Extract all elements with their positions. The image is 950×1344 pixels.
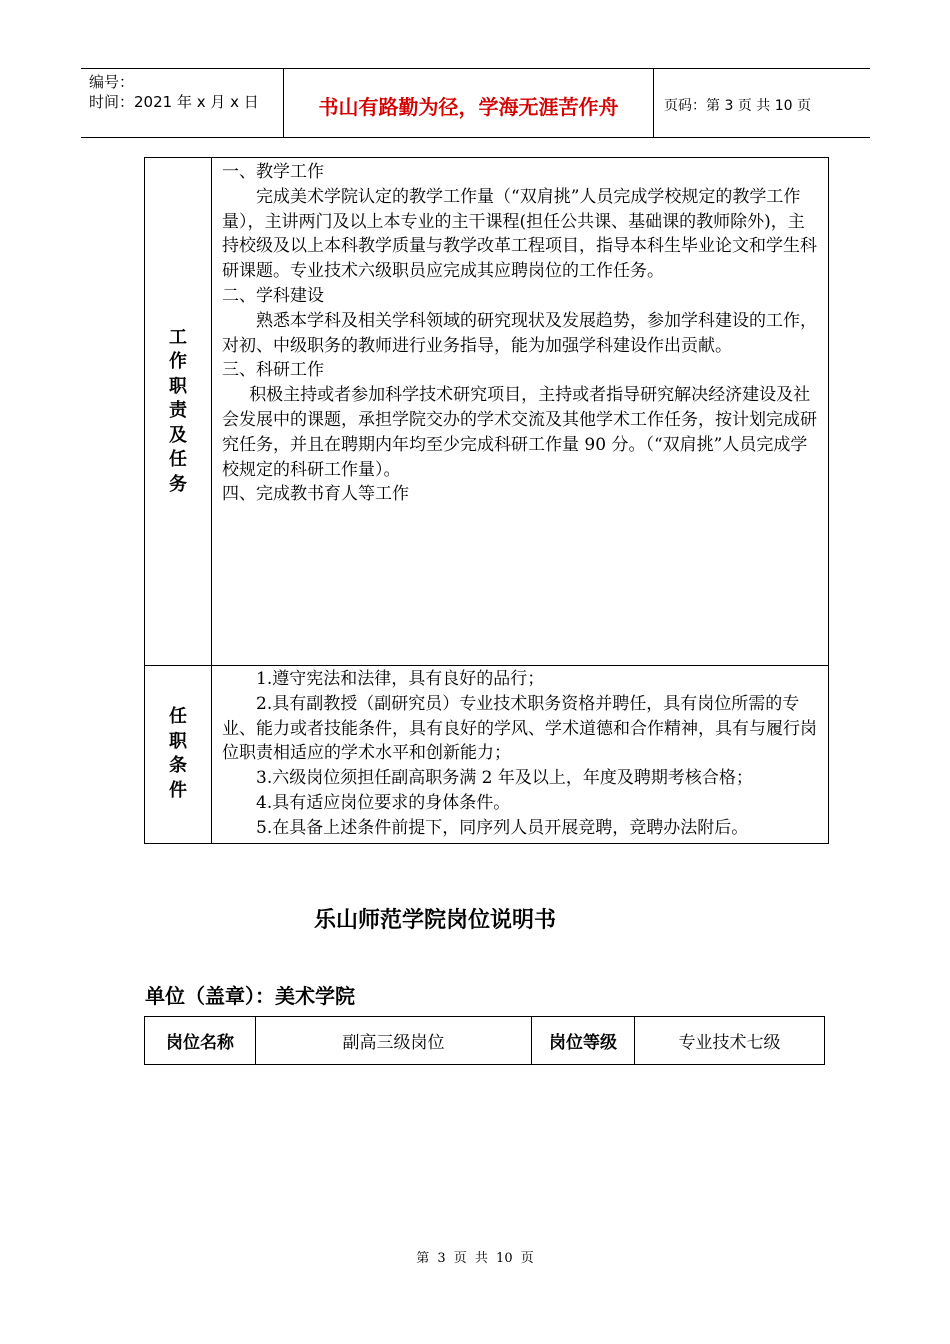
label-char: 条 [169,755,187,777]
post-info-row [145,1017,825,1065]
post-grade-value: 专业技术七级 [635,1017,825,1065]
page-footer: 第 3 页 共 10 页 [416,1251,534,1266]
post-grade-label: 岗位等级 [532,1017,635,1065]
qualifications-row [145,666,829,844]
document-title: 乐山师范学院岗位说明书 [313,908,556,933]
label-char: 任 [169,449,187,471]
label-char: 作 [169,351,187,373]
section-heading: 二、学科建设 [222,285,324,306]
label-char: 务 [169,473,187,495]
label-char: 职 [169,375,187,397]
section-paragraph: 积极主持或者参加科学技术研究项目，主持或者指导研究解决经济建设及社会发展中的课题，承担学院交办的学术交流及其他学术工作任务，按计划完成研究任务，并且在聘期内年均至少完成科研工作量 90 分。（“双肩挑”人员完成学校规定的科研工作量）。 [222,385,817,480]
qualification-item: 3.六级岗位须担任副高职务满 2 年及以上，年度及聘期考核合格； [256,768,753,789]
document-number-label: 编号： [89,73,135,91]
page-header [81,68,870,138]
qualification-item: 5.在具备上述条件前提下，同序列人员开展竞聘，竞聘办法附后。 [256,817,749,838]
label-char: 及 [169,424,187,446]
section-heading: 三、科研工作 [222,360,324,381]
qualifications-label-cell [145,666,212,844]
label-char: 件 [169,779,187,801]
duties-content [212,158,829,666]
qualifications-content [212,666,829,844]
label-char: 任 [169,706,187,728]
duties-label [169,326,187,498]
section-heading: 四、完成教书育人等工作 [222,484,409,505]
qualification-item: 1.遵守宪法和法律，具有良好的品行； [256,669,545,689]
section-heading: 一、教学工作 [222,162,324,182]
label-char: 职 [169,730,187,752]
header-motto: 书山有路勤为径，学海无涯苦作舟 [283,69,654,137]
duties-label-cell [145,158,212,666]
label-char: 工 [169,326,187,348]
document-date: 时间：2021 年 x 月 x 日 [89,93,259,111]
label-char: 责 [169,400,187,422]
section-paragraph: 完成美术学院认定的教学工作量（“双肩挑”人员完成学校规定的教学工作量），主讲两门及以上本专业的主干课程(担任公共课、基础课的教师除外)，主持校级及以上本科教学质量与教学改革工程项目，指导本科生毕业论文和学生科研课题。专业技术六级职员应完成其应聘岗位的工作任务。 [222,186,817,282]
header-meta [81,69,283,137]
qualification-item: 2.具有副教授（副研究员）专业技术职务资格并聘任，具有岗位所需的专业、能力或者技能条件，具有良好的学风、学术道德和合作精神，具有与履行岗位职责相适应的学术水平和创新能力； [222,693,817,764]
qualifications-label [169,705,187,803]
header-page-info: 页码：第 3 页 共 10 页 [664,98,811,114]
duties-row [145,158,829,666]
post-info-table [144,1016,825,1065]
section-paragraph: 熟悉本学科及相关学科领域的研究现状及发展趋势，参加学科建设的工作，对初、中级职务的教师进行业务指导，能为加强学科建设作出贡献。 [222,310,817,356]
post-name-value: 副高三级岗位 [256,1017,532,1065]
duties-table [144,157,829,844]
qualification-item: 4.具有适应岗位要求的身体条件。 [256,792,511,813]
post-name-label: 岗位名称 [145,1017,256,1065]
unit-line: 单位（盖章）：美术学院 [145,984,355,1008]
